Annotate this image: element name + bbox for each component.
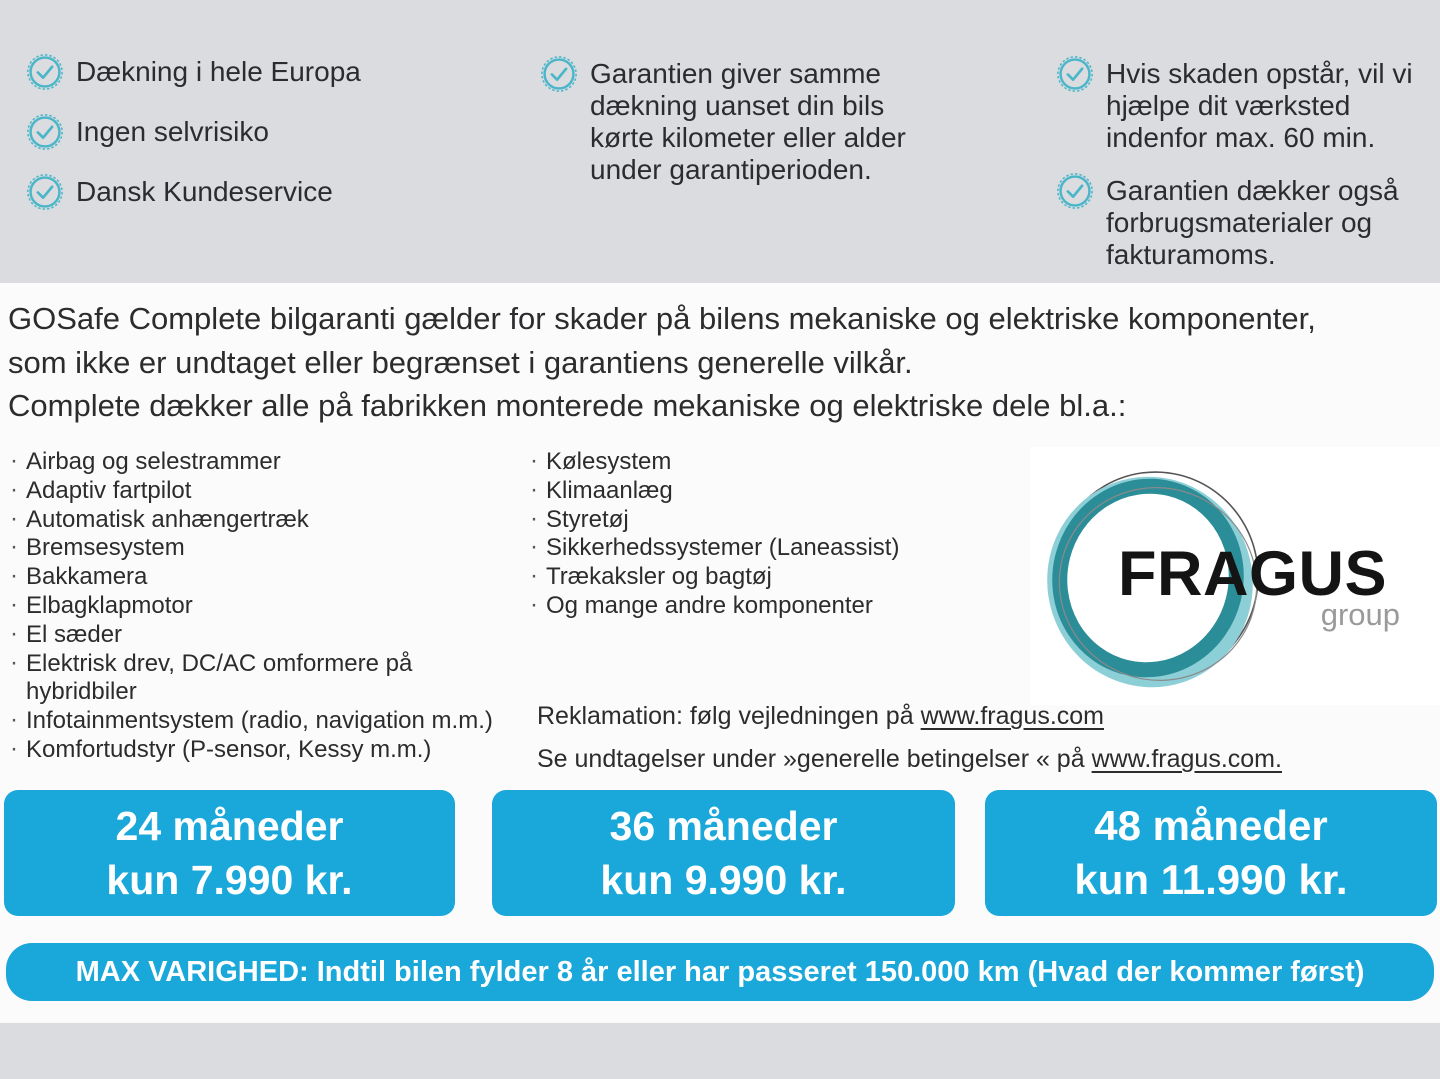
footer-band (0, 1023, 1440, 1079)
benefit-text: Hvis skaden opstår, vil vi hjælpe dit værksted indenfor max. 60 min. (1106, 58, 1413, 153)
benefit-item (26, 53, 361, 91)
list-item: · Bremsesystem (10, 534, 515, 563)
benefits-column-1 (26, 53, 361, 211)
benefit-text: Ingen selvrisiko (76, 116, 269, 147)
list-item: · Airbag og selestrammer (10, 448, 515, 477)
check-badge-icon (26, 173, 64, 211)
intro-paragraph (8, 297, 1316, 428)
check-badge-icon (26, 113, 64, 151)
intro-line-3: Complete dækker alle på fabrikken monterede mekaniske og elektriske dele bl.a.: (8, 388, 1127, 423)
list-item: · Klimaanlæg (530, 477, 950, 506)
claims-line-2 (537, 744, 1282, 775)
list-item: · Adaptiv fartpilot (10, 477, 515, 506)
benefit-item (26, 173, 361, 211)
logo-brand-text: FRAGUS (1118, 539, 1387, 609)
list-item: · Trækaksler og bagtøj (530, 563, 950, 592)
benefit-text: Dansk Kundeservice (76, 176, 333, 207)
list-item: · Og mange andre komponenter (530, 592, 950, 621)
list-item: · Elektrisk drev, DC/AC omformere på hybridbiler (10, 650, 515, 708)
benefit-text: Garantien dækker også forbrugsmaterialer og fakturamoms. (1106, 175, 1399, 270)
benefits-column-2 (540, 55, 920, 186)
claims-line-2-text: Se undtagelser under »generelle betingelser « på (537, 745, 1085, 773)
check-badge-icon (1056, 55, 1094, 93)
max-duration-bar (6, 943, 1434, 1001)
fragus-link-2[interactable]: www.fragus.com. (1091, 745, 1282, 773)
claims-line-1 (537, 701, 1282, 732)
max-duration-text: MAX VARIGHED: Indtil bilen fylder 8 år eller har passeret 150.000 km (Hvad der kommer først) (75, 955, 1365, 988)
claims-line-1-text: Reklamation: følg vejledningen på (537, 702, 914, 730)
covered-components-list-left (10, 448, 515, 765)
benefits-column-3-item-1 (1056, 55, 1416, 154)
list-item: · Styretøj (530, 506, 950, 535)
fragus-link-1[interactable]: www.fragus.com (920, 702, 1105, 730)
price-amount: kun 7.990 kr. (106, 857, 353, 903)
list-item: · El sæder (10, 621, 515, 650)
price-box-36-months (492, 790, 955, 916)
check-badge-icon (540, 55, 578, 93)
price-amount: kun 11.990 kr. (1074, 856, 1348, 903)
check-badge-icon (26, 53, 64, 91)
price-box-24-months (4, 790, 455, 916)
logo-suffix-text: group (1320, 597, 1400, 632)
list-item: · Automatisk anhængertræk (10, 506, 515, 535)
price-duration: 48 måneder (1094, 802, 1328, 849)
price-box-48-months (985, 790, 1437, 916)
price-duration: 36 måneder (609, 803, 838, 849)
benefit-text: Garantien giver samme dækning uanset din bils kørte kilometer eller alder under garantiperioden. (590, 58, 906, 185)
list-item: · Sikkerhedssystemer (Laneassist) (530, 534, 950, 563)
intro-line-2: som ikke er undtaget eller begrænset i garantiens generelle vilkår. (8, 344, 913, 380)
list-item: · Elbagklapmotor (10, 592, 515, 621)
check-badge-icon (1056, 172, 1094, 210)
claims-section (537, 701, 1282, 787)
benefits-column-3-item-2 (1056, 172, 1416, 271)
benefit-item (26, 113, 361, 151)
list-item: · Kølesystem (530, 448, 950, 477)
list-item: · Bakkamera (10, 563, 515, 592)
benefit-text: Dækning i hele Europa (76, 56, 361, 87)
covered-components-list-right (530, 448, 950, 621)
intro-line-1: GOSafe Complete bilgaranti gælder for skader på bilens mekaniske og elektriske komponenter, (8, 301, 1316, 336)
price-amount: kun 9.990 kr. (600, 857, 847, 903)
list-item: · Komfortudstyr (P-sensor, Kessy m.m.) (10, 736, 515, 765)
price-duration: 24 måneder (115, 803, 344, 849)
list-item: · Infotainmentsystem (radio, navigation m.m.) (10, 707, 515, 736)
